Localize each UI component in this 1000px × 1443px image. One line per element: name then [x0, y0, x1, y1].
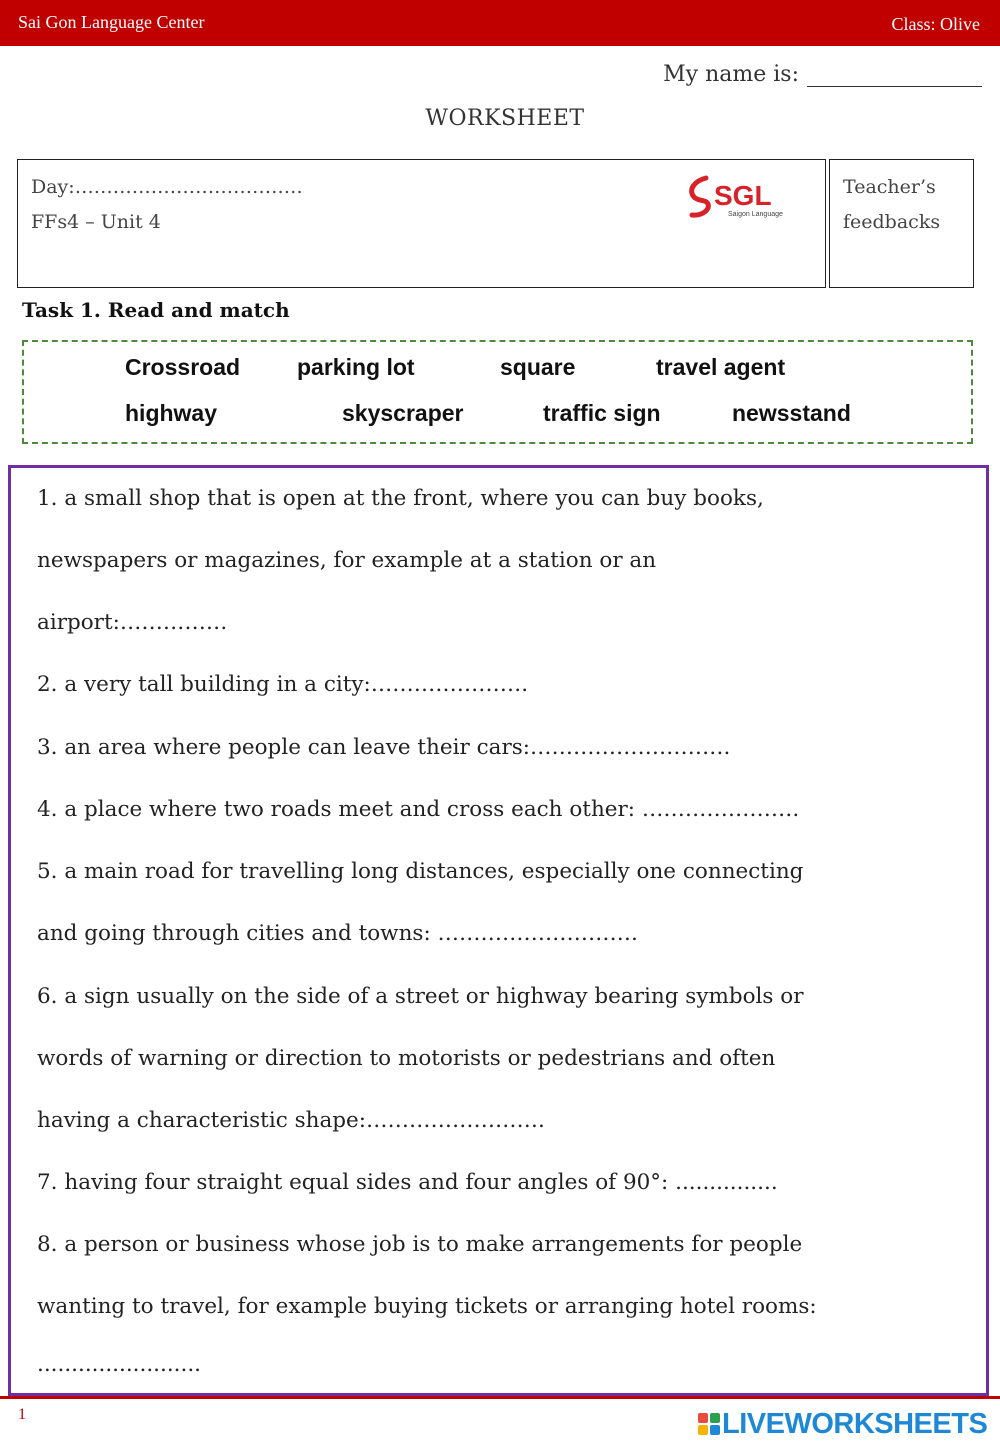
info-box [17, 159, 826, 288]
word-item: highway [125, 400, 218, 426]
feedback-label-2: feedbacks [843, 211, 941, 233]
center-name: Sai Gon Language Center [18, 12, 205, 32]
word-item: parking lot [297, 354, 415, 380]
word-item: traffic sign [543, 400, 661, 426]
answer-blank[interactable]: having a characteristic shape:……………………. [37, 1108, 545, 1133]
answer-blank[interactable]: airport:…………… [37, 610, 228, 635]
liveworksheets-logo-icon [698, 1413, 720, 1435]
question-line: 8. a person or business whose job is to make arrangements for people [37, 1232, 803, 1257]
question-line: 6. a sign usually on the side of a street or highway bearing symbols or [37, 984, 804, 1009]
word-item: Crossroad [125, 354, 241, 380]
liveworksheets-brand [698, 1406, 987, 1442]
teacher-feedback-box [829, 159, 974, 288]
question-line: words of warning or direction to motorists or pedestrians and often [37, 1046, 776, 1071]
worksheet-title: WORKSHEET [425, 106, 585, 131]
logo-subtext: Saigon Language [728, 211, 783, 218]
page-number: 1 [18, 1406, 26, 1423]
word-item: newsstand [732, 400, 851, 426]
class-label: Class: Olive [891, 14, 980, 34]
word-item: square [500, 354, 576, 380]
feedback-label-1: Teacher’s [843, 176, 936, 198]
question-line: 1. a small shop that is open at the front, where you can buy books, [37, 486, 764, 511]
unit-label: FFs4 – Unit 4 [31, 211, 161, 233]
word-item: travel agent [656, 354, 786, 380]
logo-text: SGL [714, 180, 772, 211]
name-blank[interactable] [807, 64, 982, 87]
questions-panel [8, 465, 989, 1396]
answer-blank[interactable]: 4. a place where two roads meet and cross each other: …………………. [37, 797, 800, 822]
footer-divider [0, 1396, 1000, 1399]
answer-blank[interactable]: and going through cities and towns: ………………………. [37, 921, 638, 946]
question-line: 5. a main road for travelling long distances, especially one connecting [37, 859, 804, 884]
answer-blank[interactable]: 7. having four straight equal sides and four angles of 90°: ............... [37, 1170, 778, 1195]
my-name-label: My name is: [663, 62, 799, 87]
word-item: skyscraper [342, 400, 464, 426]
question-line: wanting to travel, for example buying tickets or arranging hotel rooms: [37, 1294, 817, 1319]
sgl-logo [684, 172, 794, 222]
question-line: newspapers or magazines, for example at a station or an [37, 548, 657, 573]
my-name-field [663, 62, 982, 87]
brand-text: LIVEWORKSHEETS [722, 1407, 988, 1440]
word-bank [22, 340, 973, 444]
task-1-title: Task 1. Read and match [22, 298, 290, 322]
answer-blank[interactable]: ........................ [37, 1352, 202, 1377]
header-bar [0, 0, 1000, 46]
answer-blank[interactable]: 2. a very tall building in a city:…………………. [37, 672, 529, 697]
day-field: Day:……………………………… [31, 176, 303, 198]
answer-blank[interactable]: 3. an area where people can leave their cars:………………………. [37, 735, 731, 760]
